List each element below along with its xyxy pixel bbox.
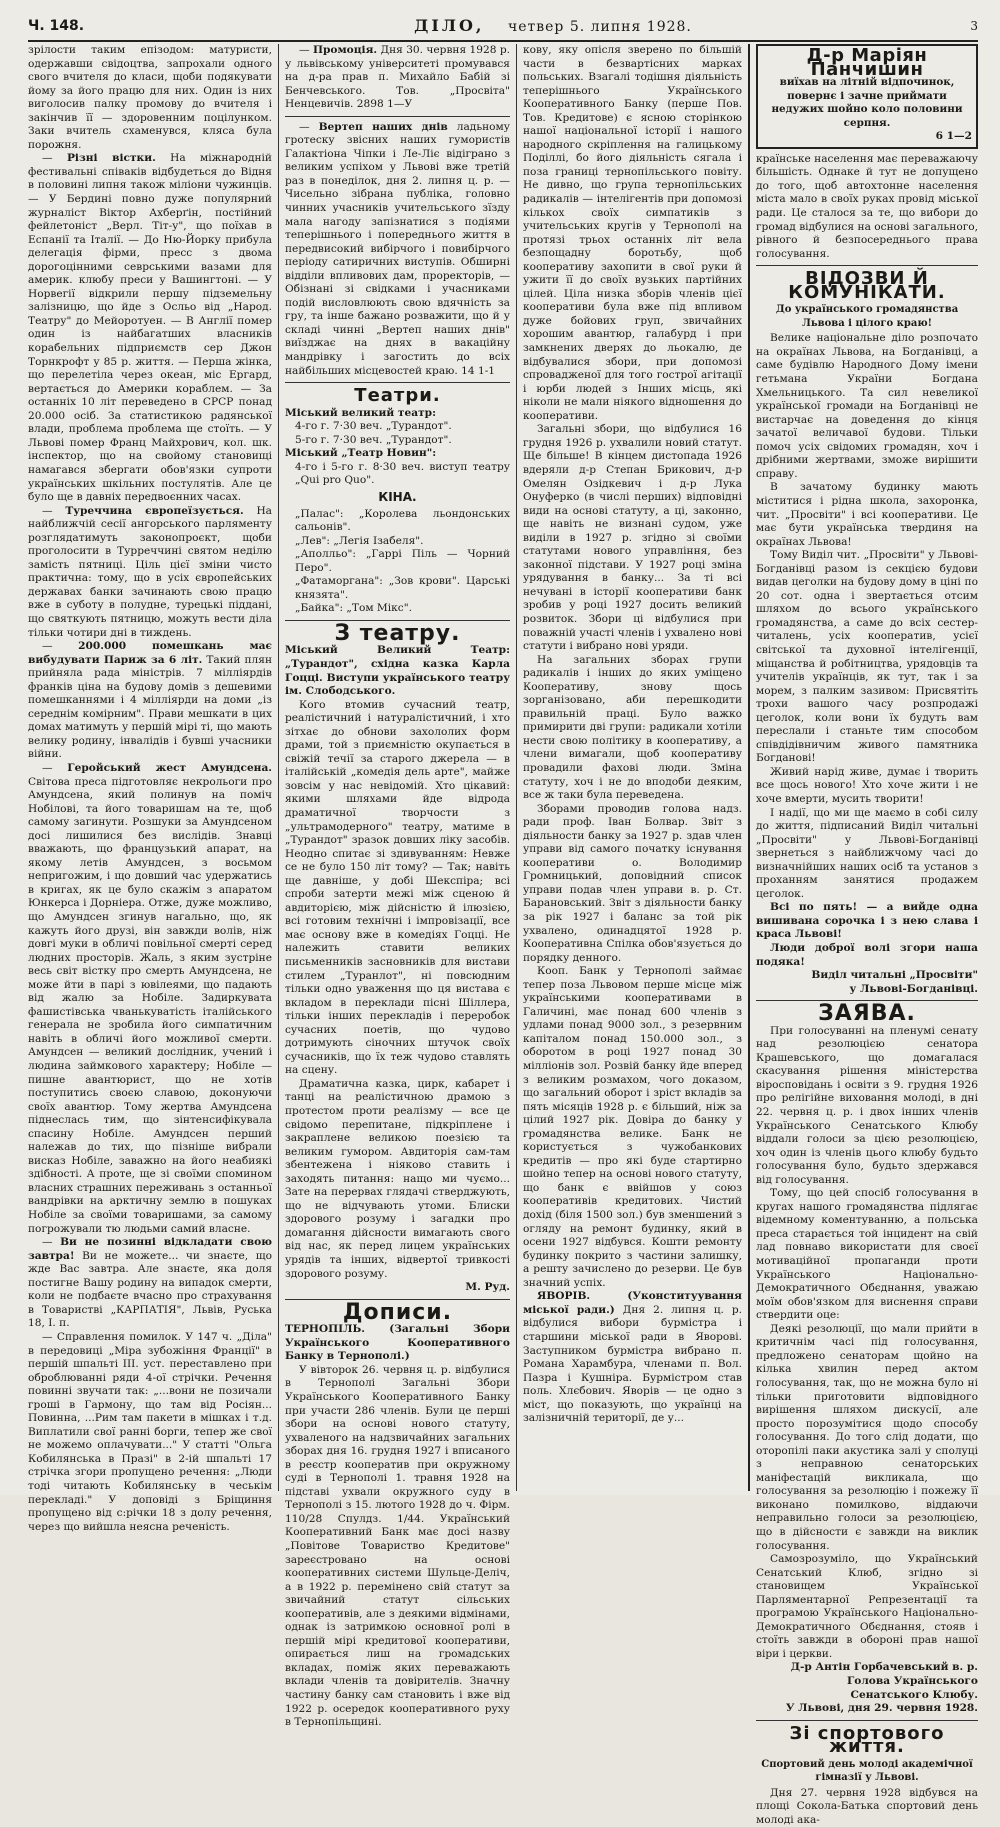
masthead-title <box>168 16 938 35</box>
article-text: Кого втомив сучасний театр, реалістичний і натуралістичний, і хто зітхає до обнови захололих форм драми, той з приємністю окупається в свіжій течії за старого джерела — в італійській „комедія дель арте", майже зовсім у нас невідомій. Хто цікавий: якими шляхами йде відрода драматичної творчости з „ультрамодерного" театру, матиме в „Турандот" зразок довших ліку засобів. Неодно спитає зі здивуванням: Невже се не було 150 літ тому? — Так; навіть ще давніше, у добі Шекспіра; всі спроби затерти межі між сценою й авдиторією, між дійсністю й ілюзією, всі готовим технічні і імпровізації, все має основу вже в комедіях Гоцці. Не належить ставити великих письменників засновників для вистави стилем „Туранлот", ні повсюдним тільки одно уваження що ця вистава є вкладом в переклади пісні Шіллера, тільки інших перекладів і переробок сучасних поетів, що чудово дотримують сіночних штучок своїх сучасників, що їх теж чудово ставлять на сцену. <box>285 698 510 1077</box>
correspondence-title: ЯВОРІВ. (Уконституування міської ради.) <box>523 1290 742 1316</box>
section-heading-correspondence: Дописи. <box>342 1299 453 1325</box>
listing-line: Міський великий театр: <box>285 406 436 419</box>
article-text: — Туреччина європеїзується. На найближчій сесії ангорського парляменту розглядатимуть законопроєкт, щоби проголосити в Турреччині святом неділю замість пятниці. Ціль цієї зміни чисто практична: тому, що в усіх європейських державах банки зачинають свою працю вже в суботу в полудне, турецькі піддані, що святкують пятницю, можуть вести діла тільки чотири дні в тиждень. <box>28 504 272 639</box>
article-text: країнське населення має переважаючу більшість. Однаке й тут не допущено до того, щоб автохтонне населення міста мало в своїх руках провід міської ради. Це сталося за те, що вибори до громад відбулися на основі загального, рівного й безпосереднього права голосування. <box>756 152 978 260</box>
listing-line: 4-го і 5-го г. 8·30 веч. виступ театру „Qui pro Quo". <box>295 460 510 487</box>
article-text: — Ви не позинні відкладати свою завтра! Ви не можете... чи знаєте, що жде Вас завтра. Але знаєте, яка доля постигне Вашу родину на випадок смерти, коли не подбаєте вчасно про страхування в Товаристві „КАРПАТІЯ", Львів, Руська 18, I. п. <box>28 1236 272 1330</box>
article-text: І надії, що ми ще маємо в собі силу до життя, підписаний Виділ читальні „Просвіти" у Львові-Богданівці звернеться з найближчому часі до визначнійших наших осіб та установ з проханням занятися продажем цеголок. <box>756 806 978 900</box>
article-text: Кооп. Банк у Тернополі займає тепер поза Львовом перше місце між українськими кооперативами в Галичині, має понад 600 членів з удлами понад 9000 зол., з резервним капіталом понад 150.000 зол., з оборотом в році 1927 понад 30 мілліонів зол. Розвій банку йде вперед з великим розмахом, чого доказом, що загальний оборот і зріст вкладів за пять місяців 1928 р. є більший, ніж за цілий 1927 рік. Довіра до банку у громадянства велике. Банк не користується з чужобанкових кредитів — про які буде стартирно шойно тепер на основі нового статуту, що банк є ввійшов у союз кооперативів кредитових. Чистий дохід (біля 1500 зол.) був зменшений з огляду на ремонт будинку, який в осени 1927 відбувся. Кошти ремонту будинку покрито з частини залишку, а решту зачислено до резерви. Це був значний успіх. <box>523 965 742 1289</box>
author-signature: М. Руд. <box>465 1281 510 1294</box>
article-text: Люди доброї волі згори наша подяка! <box>756 942 978 968</box>
article-text: Самозрозуміло, що Український Сенатський Клюб, згідно зі становищем Української Парляментарної Репрезентації та програмою Українського Національно-Демократичного Обєднання, стояв і стоїть завжди в обороні прав нашої віри і церкви. <box>756 1553 978 1660</box>
correspondence-title: ТЕРНОПІЛЬ. (Загальні Збори Українського Кооперативного Банку в Тернополі.) <box>285 1323 510 1363</box>
news-body: На міжнародній фестивальні співаків відбудеться до Відня в половині липня також міліони чужинців. — У Бердині повно дуже популярний журналіст Віктор Ахберґін, постійний фейлетоніст „Верл. Тіт-у", що поїхав в Еспанії та Італії. — До Ню-Йорку прибула делегація фірми, пресс з двома дорогоцінними севрськими вазами для америк. клюбу преси у Вашингтоні. — У Норвегії відкрили першу підземельну залізницю, що йде з Осльо від „Народ. Театру" до Мейоротуен. — В Англії помер один із найбагатших власників корабельних підприємств сер Джон Торнкрофт у 85 р. життя. — Перша жінка, що перелетіла через океан, міс Ергард, вертається до Америки кораблем. — За останніх 10 літ переведено в СРСР понад 20.000 осіб. За статистикою радянської влади, проблема проблема ще стоїть. — У Львові помер Франц Майхрович, кол. шк. інспектор, що на свойому становищі намагався збергати обов'язки супроти українських шкільних постулятів. Але це було ще в давніх передвоєнних часах. <box>28 152 272 504</box>
article-text: У вівторок 26. червня ц. р. відбулися в Тернополі Загальні Збори Українського Кооперативного Банку при участи 286 членів. Були це перші збори на основі нового статуту, ухваленого на надзвичайних загальних зборах дня 16. грудня 1927 і вписаного в реєстр кооператив при окружному суді в Тернополі 1. травня 1928 на підставі ухвали окружного суду в Тернополі з 15. лютого 1928 до ч. Фірм. 110/28 Спулдз. 1/44. Український Кооперативний Банк має досі назву „Повітове Товариство Кредитове" зареєстровано на основі кооперативних системи Шульце-Деліч, а в 1922 р. перемінено свій статут за звичайний статут сільських кооперативів, але з деякими відмінами, однак із затримкою основної ролі в першій мірі кредитової кооперативи, опирається лиш на громадських вкладах, поміж яких переважають вклади членів та довірителів. Значну частину банку сам становить і вже від 1922 р. осередок кооперативного руху в Тернопільщині. <box>285 1363 510 1729</box>
divider <box>285 382 510 383</box>
news-body: На найближчій сесії ангорського парляменту розглядатимуть законопроєкт, щоби проголосити в Турреччині святом неділю замість пятниці. Ціль цієї зміни чисто практична: тому, що в усіх європейських державах банки зачинають свою працю вже в суботу в полудне, турецькі піддані, що святкують пятницю, можуть вести діла тільки чотири дні в тиждень. <box>28 504 272 639</box>
signature-line: Виділ читальні „Просвіти" <box>811 969 978 982</box>
article-text: — Справлення помилок. У 147 ч. „Діла" в передовиці „Міра зубожіння Франції" в першій шпальті III. уст. переставлено при оброблюванні ряди 4-ої стрічки. Речення повинні звучати так: „...вони не позичали гроші в Гармону, що там від Росіян... Повинна, ...Рим там пакети в мішках і т.д. Виплатили свої ранні борги, тепер же свої не можемо оплачувати..." У статті "Ольга Кобилянська в Празі" в 2-ій шпальті 17 стрічка згори пропущено речення: „Люди тоді читають Кобилянську в чеськім перекладі." У доповіді з Бріщиння пропущено від с:річки 18 з долу речення, через що вийшла неясна реченість. <box>28 1330 272 1533</box>
section-heading-review: З театру. <box>334 620 461 646</box>
column-4 <box>748 44 978 1826</box>
article-text: — Різні вістки. На міжнародній фестивальні співаків відбудеться до Відня в половині липня також міліони чужинців. — У Бердині повно дуже популярний журналіст Віктор Ахберґін, постійний фейлетоніст „Верл. Тіт-у", що поїхав в Еспанії та Італії. — До Ню-Йорку прибула делегація фірми, пресс з двома дорогоцінними севрськими вазами для америк. клюбу преси у Вашингтоні. — У Норвегії відкрили першу підземельну залізницю, що йде з Осльо від „Народ. Театру" до Мейоротуен. — В Англії помер один із найбагатших власників корабельних підприємств сер Джон Торнкрофт у 85 р. життя. — Перша жінка, що перелетіла через океан, міс Ергард, вертається до Америки кораблем. — За останніх 10 літ переведено в СРСР понад 20.000 осіб. За статистикою радянської влади, проблема проблема ще стоїть. — У Львові помер Франц Майхрович, кол. шк. інспектор, що на свойому становищі намагався збергати обов'язки супроти українських шкільних постулятів. Але це було ще в давніх передвоєнних часах. <box>28 152 272 504</box>
article-text: — Вертеп наших днів ладьному гротеску звісних наших гумористів Галактіона Чіпки і Ле-Ліє відіграно з великим успіхом у Львові вже третій раз в понеділок, дня 2. липня ц. р. — Чисельно зібрана публіка, головно чинних учасників учительського зїзду мала нагоду запізнатися з подіями теперішнього і попереднього життя в передвисокий вибірчого і повибірчого періоду сатиричних виступів. Обширні відділи впливових дам, проректорів, — Обізнані зі свідками і учасниками подій висловлюють свою вдячність за гру, та інше бажано розважити, що й у складі чинні „Вертеп наших днів" виїзджає на днях в вакаційну мандрівку і загостить до всіх найбільших місцевостей краю. 14 1-1 <box>285 120 510 377</box>
news-body: ладьному гротеску звісних наших гумористів Галактіона Чіпки і Ле-Ліє відіграно з великим успіхом у Львові вже третій раз в понеділок, дня 2. липня ц. р. — Чисельно зібрана публіка, головно чинних учасників учительського зїзду мала нагоду запізнатися з подіями теперішнього і попереднього життя в передвисокий вибірчого і повибірчого періоду сатиричних виступів. Обширні відділи впливових дам, проректорів, — Обізнані зі свідками і учасниками подій висловлюють свою вдячність за гру, та інше бажано розважити, що й у складі чинні „Вертеп наших днів" виїзджає на днях в вакаційну мандрівку і загостить до всіх найбільших місцевостей краю. <box>285 120 510 377</box>
ref-code: 2898 1—У <box>356 98 413 111</box>
news-body: Такий плян прийняла рада міністрів. 7 мілліярдів франків ціна на будову домів з дешевими помешканнями і 4 мілліярди на доми „із середнім комірним". Прави мешкати в цих домах матимуть у першій мірі ті, що мають велику родину, інвалідів і бувші учасники війни. <box>28 653 273 761</box>
article-text: Драматична казка, цирк, кабарет і танці на реалістичною драмою з протестом проти реалізму — все це свідомо перепитане, підкріплене і закраплене великою поезією та великим гумором. Авдиторія сам-там збентежена і ніяково ставить і заходять питання: нащо ми чуємо... Зате на перервах глядачі стверджують, що не відчувають утоми. Блиски здорового розуму і загадки про домагання дійсности вимагають свого від нас, як перед лицем українських урядів та інших, відвертої тривкості здорового розуму. <box>285 1077 510 1280</box>
listing-line: 5-го г. 7·30 веч. „Турандот". <box>295 433 452 446</box>
signature-line: у Львові-Богданівці. <box>849 982 978 995</box>
section-heading-theatres: Театри. <box>354 385 441 407</box>
divider <box>756 1720 978 1721</box>
section-heading-appeals: ВІДОЗВИ Й КОМУНІКАТИ. <box>788 268 946 303</box>
news-body: Дня 30. червня 1928 р. у львівському університеті промувався на д-ра прав п. Михайло Бабій зі Бенчевського. Тов. „Просвіта" Ненцевичів. <box>285 44 511 111</box>
sport-subheading: Спортовий день молоді академічної гімназії у Львові. <box>761 1758 973 1784</box>
paper-name: ДІЛО, <box>414 16 485 35</box>
signature-line: Д-р Антін Горбачевський в. р. <box>790 1661 978 1674</box>
article-text: Дня 27. червня 1928 відбувся на площі Сокола-Батька спортовий день молоді ака- <box>756 1786 978 1826</box>
section-heading-statement: ЗАЯВА. <box>818 1001 916 1027</box>
article-text: При голосуванні на пленумі сенату над резолюцією сенатора Крашевського, що домагалася скасування рішення міністерства віросповідань і освіти з 9. грудня 1926 про релігійне виховання молоді, в дні 22. червня ц. р. і двох інших членів Українського Сенатського Клюбу віддали голоси за цією резолюцією, хоч один із членів цього клюбу будьто голосування було, будьто здержався від голосування. <box>756 1024 978 1186</box>
article-text: — 200.000 помешкань має вибудувати Париж за 6 літ. Такий плян прийняла рада міністрів. 7 мілліярдів франків ціна на будову домів з дешевими помешканнями і 4 мілліярди на доми „із середнім комірним". Прави мешкати в цих домах матимуть у першій мірі ті, що мають велику родину, інвалідів і бувші учасники війни. <box>28 640 273 761</box>
article-text: В зачатому будинку мають міститися і рідна школа, захоронка, чит. „Просвіти" і всі кооперативи. Це має бути українська твердиня на окраїнах Львова! <box>756 481 978 548</box>
news-title: Вертеп наших днів <box>318 120 448 133</box>
article-text: — Промоція. Дня 30. червня 1928 р. у львівському університеті промувався на д-ра прав п. Михайло Бабій зі Бенчевського. Тов. „Просвіта" Ненцевичів. 2898 1—У <box>285 44 511 111</box>
page-number: 3 <box>970 18 978 33</box>
article-text: На загальних зборах групи радикалів і інших до яких уміщено Кооперативу, знову щось зорганізовано, аби перешкодити правильній праці. Було важко примирити дві групи: радикали хотіли нести свою політику в кооперативу, а члени вимагали, щоб кооперативу провадили фахові люди. Зміна статуту, хоч і не до вподоби деяким, все ж таки була переведена. <box>523 653 742 802</box>
news-title: Промоція. <box>312 44 378 56</box>
divider <box>756 265 978 266</box>
issue-date: четвер 5. липня 1928. <box>507 19 692 35</box>
listing-line: Міський „Театр Новин": <box>285 447 437 460</box>
column-1 <box>28 44 278 1533</box>
article-text: Всі по пять! — а вийде одна вишивана сорочка і з нею слава і краса Львові! <box>756 901 978 941</box>
doctor-advertisement <box>756 44 978 149</box>
listing-line: „Лев": „Легія Ізабеля". <box>295 534 424 547</box>
listing-line: „Палас": „Королева льондонських сальонів". <box>295 507 510 534</box>
signature-line: Голова Українського Сенатського Клюбу. <box>846 1674 978 1701</box>
signature-line: У Львові, дня 29. червня 1928. <box>785 1702 978 1715</box>
article-text: зрілости таким епізодом: матуристи, одержавши свідоцтва, запрохали одного свого вчителя до класи, щоби подякувати йому за його працю для них. Один із них виголосив палку промову до вчителя і закінчив її — здоровенним поцілунком. Заки вчитель схаменувся, кляса була порожня. <box>28 44 272 151</box>
listing-line: „Байка": „Том Мікс". <box>295 602 412 615</box>
review-subheading: Міський Великий Театр: „Турандот", східна казка Карла Гоцці. Виступи українського театру ім. Слободського. <box>285 644 510 698</box>
column-3 <box>516 44 748 1491</box>
article-text: кову, яку опісля зверено по більшій части в безвартісних марках польських. Взагалі тодішня діяльність теперішнього Українського Кооперативного Банку (перше Пов. Тов. Кредитове) є ясною сторінкою нашої національної історії і нашого народного скріплення на галицькому Поділлі, бо його діяльність сягала і поза границі тернопільського повіту. Не дивно, що група тернопільських радикалів — інтелігентів при допомозі кількох своїх симпатиків з учительських кругів у Тернополі на протязі трьох останніх літ вела безпощадну боротьбу, щоб кооперативу захопити в свої руки й ужити її до своїх вузьких партійних цілей. Ціла низка зборів членів цієї кооперативи була вже під впливом дуже бойових груп, звичайних хорошим авантюр, галабурд і при замкнених дверях до льокалю, де відбувалися збори, при допомозі спровадженої для того гострої агітації і юрби людей з Інших місць, які ніколи не мали ніякого відношення до кооперативи. <box>523 44 742 422</box>
section-heading-sport: Зі спортового життя. <box>789 1722 945 1758</box>
ad-text: виїхав на літній відпочинок, повернє і зачне приймати недужих шойно коло половини серпня. <box>771 76 963 129</box>
listing-line: „Аполльо": „Гаррі Піль — Чорний Перо". <box>295 548 510 574</box>
news-title: 200.000 помешкань має вибудувати Париж за 6 літ. <box>28 640 272 666</box>
ref-code: 6 1—2 <box>935 130 972 143</box>
article-text: Загальні збори, що відбулися 16 грудня 1926 р. ухвалили новий статут. Ще більше! В кінцем дистопада 1926 вдеряли д-р Степан Брикович, д-р Омелян Озідкевич і д-р Лука Онуферко (в числі перших) відповідні види на основі статуту, а ці, законно, ще навіть не визнані судом, уже виділи в 1927 р. згідно зі своїми статутами нового управління, без законної підстави. У 1927 році зміна урядування в банку... За ті всі нечувані в історії кооперативи банк зробив у році 1927 досить великий розвиток. Збори ці відбулися при поважній участі членів і ухвалено нові статути і вибрано нові уряди. <box>523 423 742 653</box>
ref-code: 14 1-1 <box>461 364 496 377</box>
issue-number: Ч. 148. <box>28 17 85 34</box>
ad-body: Ви не можете... чи знаєте, що жде Вас завтра. Але знаєте, яка доля постигне Вашу родину на випадок смерти, коли не подбаєте вчасно про страхування в Товаристві „КАРПАТІЯ", Львів, Руська 18, I. п. <box>28 1249 272 1330</box>
article-text <box>523 1290 742 1425</box>
news-body: Світова преса підготовляє некрольоги про Амундсена, який полинув на поміч Нобілові, та його товаришам на те, щоб самому загинути. Розшуки за Амундсеном досі лишилися без вислідів. Знавці вважають, що французький апарат, на якому летів Амундсен, з восьмом непригожим, і що довший час удержатись в кригах, як це було скажім з апаратом Юнкерса і Дорніера. Отже, дуже можливо, що Амундсен згинув нагально, що, як кажуть його друзі, він завжди волів, ніж довгі муки в обличі повільної смерті серед людних просторів. Жаль, з яким зустріне весь світ вістку про смерть Амундсена, не може йти в парі з ювілеями, що падають від жалю за Нобіле. Задиркувата фашистівська чванькуватість італійського генерала не зробила його симпатичним навіть в обличі його можливої смерти. Амундсен — великий дослідник, учений і людина займкового характеру; Нобіле — пишне авантюрист, що не хотів поступитись своєю славою, доконуючи своїх авантюр. Тому жертва Амундсена піднеслась тим, що зінтенсифікувала спасину Нобіле. Амундсен перший належав до тих, що пізніше вибрали висказ Нобіле, заважно на його неабиякі здібності. А проте, ще зі своїми спомином власних страшних переживань з останньої вандрівки на арктичну землю в пошуках Нобіле за своїми товаришами, за самому погрожували тю людьми самий власне. <box>28 775 272 1235</box>
listing-line: „Фатаморгана": „Зов крови". Царські князята". <box>295 575 510 601</box>
listing-line: 4-го г. 7·30 веч. „Турандот". <box>295 420 452 433</box>
article-text: Велике національне діло розпочато на окраїнах Львова, на Богданівці, а саме будівлю Народного Дому імени гетьмана України Богдана Хмельницького. Та сил невеликої української громади на Богданівці не вистарчає на доведення до кінця зачатої величавої будови. Тільки помоч усіх свідомих громадян, хоч і дрібними жертвами, зможе вирішити справу. <box>756 332 978 480</box>
section-heading-cinemas: КІНА. <box>378 489 417 504</box>
article-text: Живий нарід живе, думає і творить все щось нового! Хто хоче жити і не хоче вмерти, мусить творити! <box>756 765 978 805</box>
article-text: Тому Виділ чит. „Просвіти" у Львові-Богданівці разом із секцією будови видав цеголки на будову дому в ціні по 20 сот. одна і звертається отсим шляхом до всього українського громадянства, а саме до всіх сестер-читалень, усіх кооператив, усієї світської та духовної інтелігенції, міщанства й робітництва, урядовців та учителів українців, як тут, так і за морем, з палким зазивом: Присвятіть трохи вашого часу розпродажі цеголок, коли вони їх будуть вам переслали і станьте тим способом співдідівничим живого памятника Богданові! <box>756 549 978 765</box>
article-text: Тому, що цей спосіб голосування в кругах нашого громадянства підлягає відемному коментуванню, а польська преса старається той інцидент на свій лад повнаво використати для своєї мотиваційної пропаганди проти Українського Національно-Демократичного Обєднання, уважаю моїм обов'язком для виснення справи ствердити оце: <box>756 1187 978 1322</box>
news-title: Різні вістки. <box>66 152 156 165</box>
news-body: Дня 2. липня ц. р. відбулися вибори бурмістра і старшини міської ради в Яворові. Заступником бурмістра вибрано п. Романа Харамбура, членами п. Вол. Пазра і Кушніра. Бурмістром став поль. Хлєбович. Яворів — це одно з міст, що показують, що українці на залізничній території, де у... <box>523 1303 743 1425</box>
news-title: Туреччина європеїзується. <box>65 504 244 517</box>
article-text: Деякі резолюції, що мали прийти в критичнім часі під голосування, предложено сенаторам щойно на кілька хвилин перед актом голосування, так, що не можна було ні тільки приготовити відповідного вирішення шляхом дискусії, але просто порозумітися щодо способу голосування. До того слід додати, що оторопілі паки акустика залі у сполуці з неправною сенаторських маніфестацій викликала, що голосування за резолюцію і пожежу її виконано помилково, віддаючи неправильно голоси за резолюцією, що в дійсности є завжди на виклик голосування. <box>756 1322 978 1552</box>
news-title: Геройський жест Амундсена. <box>67 761 272 774</box>
column-2 <box>278 44 516 1729</box>
ad-doctor-name: Д-р Маріян Панчишин <box>806 45 928 80</box>
masthead <box>28 14 978 42</box>
article-text: — Геройський жест Амундсена. Світова преса підготовляє некрольоги про Амундсена, який полинув на поміч Нобілові, та його товаришам на те, щоб самому загинути. Розшуки за Амундсеном досі лишилися без вислідів. Знавці вважають, що французький апарат, на якому летів Амундсен, з восьмом непригожим, і що довший час удержатись в кригах, як це було скажім з апаратом Юнкерса і Дорніера. Отже, дуже можливо, що Амундсен згинув нагально, що, як кажуть його друзі, він завжди волів, ніж довгі муки в обличі повільної смерті серед людних просторів. Жаль, з яким зустріне весь світ вістку про смерть Амундсена, не може йти в парі з ювілеями, що падають від жалю за Нобіле. Задиркувата фашистівська чванькуватість італійського генерала не зробила його симпатичним навіть в обличі його можливої смерти. Амундсен — великий дослідник, учений і людина займкового характеру; Нобіле — пишне авантюрист, що не хотів поступитись своєю славою, доконуючи своїх авантюр. Тому жертва Амундсена піднеслась тим, що зінтенсифікувала спасину Нобіле. Амундсен перший належав до тих, що пізніше вибрали висказ Нобіле, заважно на його неабиякі здібності. А проте, ще зі своїми спомином власних страшних переживань з останньої вандрівки на арктичну землю в пошуках Нобіле за своїми товаришами, за самому погрожували тю людьми самий власне. <box>28 761 272 1235</box>
article-text: Зборами проводив голова надз. ради проф. Іван Болвар. Звіт з діяльности банку за 1927 р. здав член управи від самого початку існування кооперативи о. Володимир Громницький, доповідний список управи подав член управи в. р. Ст. Барановський. Звіт з діяльности банку за рік 1927 і баланс за той рік ухвалено, одинадцятої 1928 р. Кооперативна Спілка обов'язується до порядку денного. <box>523 802 742 964</box>
appeal-subheading: До українського громадянства Львова і цілого краю! <box>775 304 959 329</box>
ad-title: Ви не позинні відкладати свою завтра! <box>28 1236 272 1262</box>
columns <box>28 44 978 1826</box>
divider <box>285 116 510 117</box>
